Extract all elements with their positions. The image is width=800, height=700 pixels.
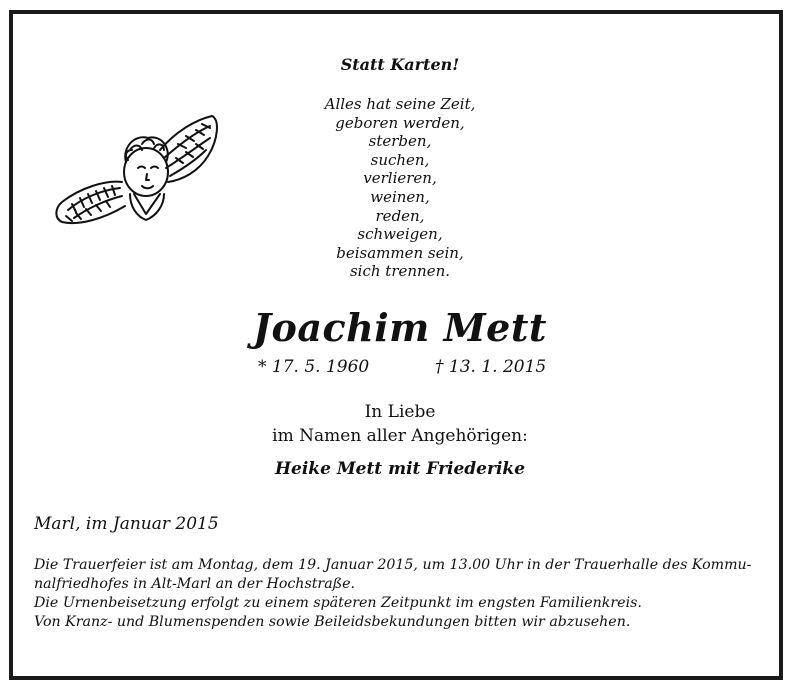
- poem-line: sterben,: [368, 132, 432, 151]
- family-names: Heike Mett mit Friederike: [274, 459, 526, 479]
- notice-line: nalfriedhofes in Alt-Marl an der Hochstraße.: [34, 576, 356, 592]
- poem-line: beisammen sein,: [336, 243, 464, 262]
- poem: [0, 95, 800, 281]
- death-date: † 13. 1. 2015: [435, 357, 547, 377]
- notice-line: Die Urnenbeisetzung erfolgt zu einem späteren Zeitpunkt im engsten Familienkreis.: [34, 595, 642, 611]
- place-date: Marl, im Januar 2015: [34, 514, 219, 534]
- birth-date: * 17. 5. 1960: [258, 357, 370, 377]
- poem-line: verlieren,: [363, 169, 437, 188]
- poem-line: sich trennen.: [349, 262, 451, 281]
- poem-line: schweigen,: [357, 225, 443, 244]
- poem-line: reden,: [375, 206, 425, 225]
- deceased-name: Joachim Mett: [253, 305, 547, 350]
- dedication-line: In Liebe: [364, 402, 436, 422]
- heading: Statt Karten!: [340, 55, 460, 74]
- poem-line: suchen,: [370, 150, 430, 169]
- poem-line: geboren werden,: [335, 113, 465, 132]
- notice-line: Die Trauerfeier ist am Montag, dem 19. Januar 2015, um 13.00 Uhr in der Trauerhalle des Kommu-: [34, 557, 752, 573]
- poem-line: weinen,: [370, 187, 430, 206]
- poem-line: Alles hat seine Zeit,: [324, 95, 476, 113]
- dedication: [0, 400, 800, 448]
- funeral-notice: [34, 556, 769, 632]
- dedication-line: im Namen aller Angehörigen:: [272, 426, 528, 446]
- notice-line: Von Kranz- und Blumenspenden sowie Beileidsbekundungen bitten wir abzusehen.: [34, 614, 631, 630]
